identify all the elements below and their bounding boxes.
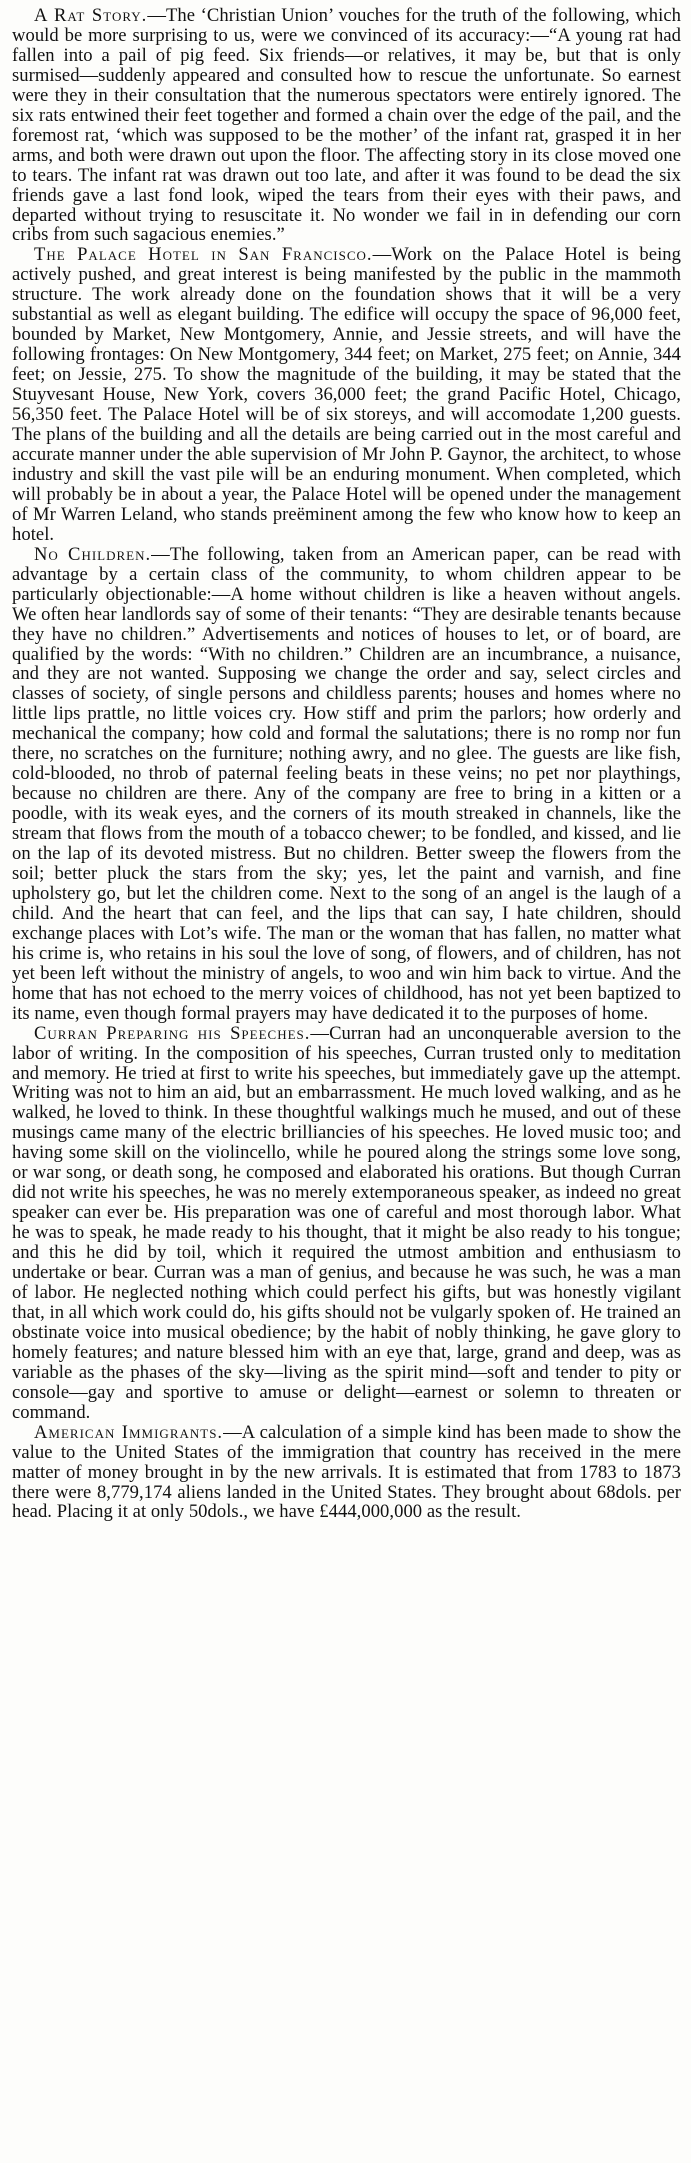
article-body: —Curran had an unconquerable aversion to the labor of writing. In the composition of his speeches, Curran trusted only to meditation and memory. He tried at first to write his speeches, but immediately gave up the attempt. Writing was not to him an aid, but an embarrassment. He much loved walking, and as he walked, he loved to think. In these thoughtful walkings much he mused, and out of these musings came many of the electric brilliancies of his speeches. He loved music too; and having some skill on the violincello, while he poured along the strings some love song, or war song, or death song, he composed and elaborated his orations. But though Curran did not write his speeches, he was no merely extemporaneous speaker, as indeed no great speaker can ever be. His preparation was one of careful and most thorough labor. What he was to speak, he made ready to his thought, that it might be also ready to his tongue; and this he did by toil, which it required the utmost ambition and enthusiasm to undertake or bear. Curran was a man of genius, and because he was such, he was a man of labor. He neglected nothing which could perfect his gifts, but was honestly vigilant that, in all which work could do, his gifts should not be vulgarly spoken of. He trained an obstinate voice into musical obedience; by the habit of nobly thinking, he gave glory to homely features; and nature blessed him with an eye that, large, grand and deep, was as variable as the phases of the sky—living as the spirit mind—soft and tender to pity or console—gay and sportive to amuse or delight—earnest or solemn to threaten or command.: [12, 1022, 681, 1423]
article-curran: [12, 1024, 681, 1423]
article-palace-hotel: [12, 245, 681, 544]
article-no-children: [12, 545, 681, 1024]
article-heading: No Children.: [34, 543, 152, 565]
article-heading: Curran Preparing his Speeches.: [34, 1022, 311, 1044]
article-heading: American Immigrants.: [34, 1421, 224, 1443]
article-rat-story: [12, 6, 681, 245]
article-body: —The ‘Christian Union’ vouches for the truth of the following, which would be more surprising to us, were we convinced of its accuracy:—“A young rat had fallen into a pail of pig feed. Six friends—or relatives, it may be, but that is only surmised—suddenly appeared and consulted how to rescue the unfortunate. So earnest were they in their consultation that the numerous spectators were entirely ignored. The six rats entwined their feet together and formed a chain over the edge of the pail, and the foremost rat, ‘which was supposed to be the mother’ of the infant rat, grasped it in her arms, and both were drawn out upon the floor. The affecting story in its close moved one to tears. The infant rat was drawn out too late, and after it was found to be dead the six friends gave a last fond look, wiped the tears from their eyes with their paws, and departed without trying to resuscitate it. No wonder we fail in in defending our corn cribs from such sagacious enemies.”: [12, 5, 681, 246]
article-body: —A calculation of a simple kind has been made to show the value to the United States of the immigration that country has received in the mere matter of money brought in by the new arrivals. It is estimated that from 1783 to 1873 there were 8,779,174 aliens landed in the United States. They brought about 68dols. per head. Placing it at only 50dols., we have £444,000,000 as the result.: [12, 1421, 681, 1523]
article-body: —The following, taken from an American paper, can be read with advantage by a certain class of the community, to whom children appear to be particularly objectionable:—A home without children is like a heaven without angels. We often hear landlords say of some of their tenants: “They are desirable tenants because they have no children.” Advertisements and notices of houses to let, or of board, are qualified by the words: “With no children.” Children are an incumbrance, a nuisance, and they are not wanted. Supposing we change the order and say, select circles and classes of society, of single persons and childless parents; houses and homes where no little lips prattle, no little voices cry. How stiff and prim the parlors; how orderly and mechanical the company; how cold and formal the salutations; there is no romp nor fun there, no scratches on the furniture; nothing awry, and no glee. The guests are like fish, cold-blooded, no throb of paternal feeling beats in these veins; no pet nor playthings, because no children are there. Any of the company are free to bring in a kitten or a poodle, with its weak eyes, and the corners of its mouth streaked in channels, like the stream that flows from the mouth of a tobacco chewer; to be fondled, and kissed, and lie on the lap of its devoted mistress. But no children. Better sweep the flowers from the soil; better pluck the stars from the sky; yes, let the paint and varnish, and fine upholstery go, but let the children come. Next to the song of an angel is the laugh of a child. And the heart that can feel, and the lips that can say, I hate children, should exchange places with Lot’s wife. The man or the woman that has fallen, no matter what his crime is, who retains in his soul the love of song, of flowers, and of children, has not yet been left without the ministry of angels, to woo and win him back to virtue. And the home that has not echoed to the merry voices of childhood, has not yet been baptized to its name, even though formal prayers may have dedicated it to the purposes of home.: [12, 543, 682, 1024]
article-heading: The Palace Hotel in San Francisco.: [34, 244, 373, 266]
article-body: —Work on the Palace Hotel is being actively pushed, and great interest is being manifested by the public in the mammoth structure. The work already done on the foundation shows that it will be a very substantial as well as elegant building. The edifice will occupy the space of 96,000 feet, bounded by Market, New Montgomery, Annie, and Jessie streets, and will have the following frontages: On New Montgomery, 344 feet; on Market, 275 feet; on Annie, 344 feet; on Jessie, 275. To show the magnitude of the building, it may be stated that the Stuyvesant House, New York, covers 36,000 feet; the grand Pacific Hotel, Chicago, 56,350 feet. The Palace Hotel will be of six storeys, and will accomodate 1,200 guests. The plans of the building and all the details are being carried out in the most careful and accurate manner under the able supervision of Mr John P. Gaynor, the architect, to whose industry and skill the vast pile will be an enduring monument. When completed, which will probably be in about a year, the Palace Hotel will be opened under the management of Mr Warren Leland, who stands preëminent among the few who know how to keep an hotel.: [12, 244, 681, 545]
article-heading: A Rat Story.: [34, 5, 148, 26]
article-american-immigrants: [12, 1423, 681, 1523]
